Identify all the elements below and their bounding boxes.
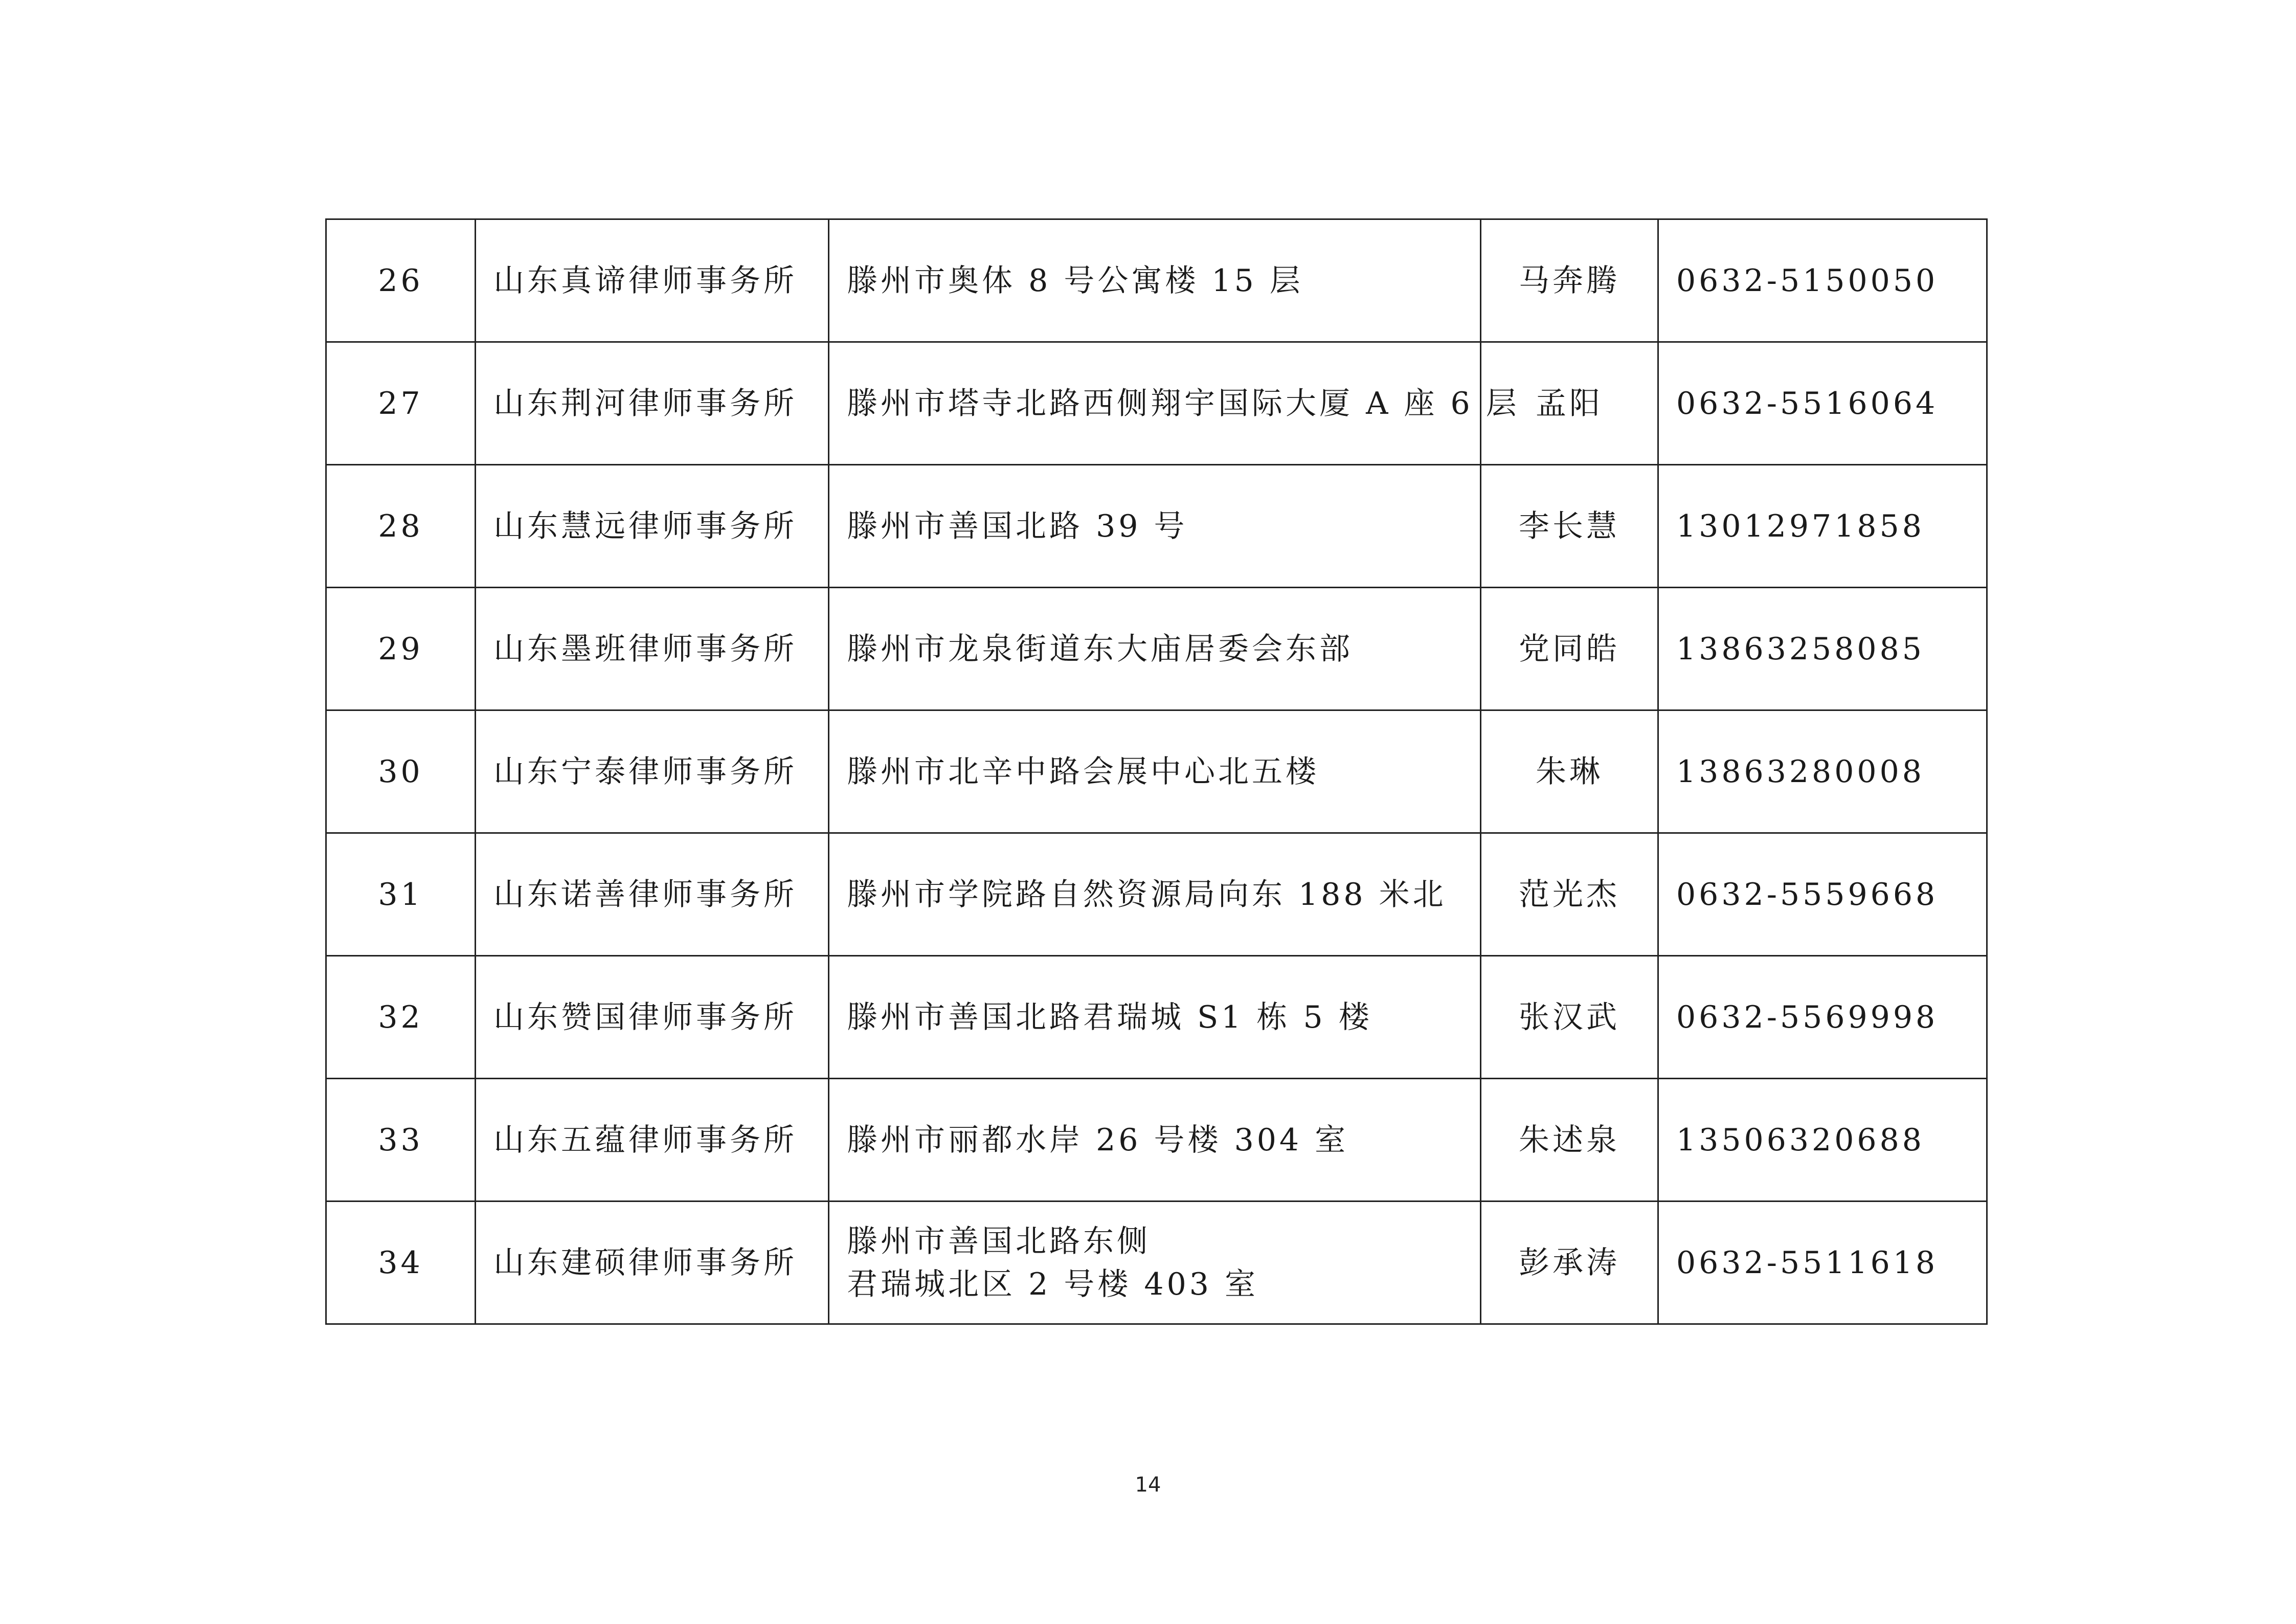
row-number-cell: 30	[326, 710, 476, 833]
address-cell	[829, 956, 1481, 1079]
phone-cell: 13863280008	[1658, 710, 1987, 833]
table-row	[326, 1202, 1987, 1324]
firm-name-cell: 山东建硕律师事务所	[476, 1202, 829, 1324]
firm-name-cell: 山东真谛律师事务所	[476, 219, 829, 342]
row-number-cell: 29	[326, 588, 476, 710]
table-row	[326, 219, 1987, 342]
table-row	[326, 1079, 1987, 1202]
address-line: 滕州市龙泉街道东大庙居委会东部	[847, 631, 1353, 667]
responsible-person-cell: 党同皓	[1481, 588, 1658, 710]
firm-name-cell: 山东墨班律师事务所	[476, 588, 829, 710]
table-row	[326, 833, 1987, 956]
address-cell	[829, 1202, 1481, 1324]
firm-name-cell: 山东宁泰律师事务所	[476, 710, 829, 833]
firm-name-cell: 山东赞国律师事务所	[476, 956, 829, 1079]
phone-cell: 0632-5559668	[1658, 833, 1987, 956]
table-row	[326, 710, 1987, 833]
row-number-cell: 31	[326, 833, 476, 956]
firm-name-cell: 山东慧远律师事务所	[476, 465, 829, 588]
responsible-person-cell: 朱述泉	[1481, 1079, 1658, 1202]
responsible-person-cell: 李长慧	[1481, 465, 1658, 588]
row-number-cell: 28	[326, 465, 476, 588]
responsible-person-cell: 朱琳	[1481, 710, 1658, 833]
row-number-cell: 34	[326, 1202, 476, 1324]
address-line: 滕州市善国北路君瑞城 S1 栋 5 楼	[847, 999, 1372, 1035]
table-body	[326, 219, 1987, 1324]
address-cell	[829, 710, 1481, 833]
row-number-cell: 26	[326, 219, 476, 342]
firm-name-cell: 山东五蕴律师事务所	[476, 1079, 829, 1202]
phone-cell: 13012971858	[1658, 465, 1987, 588]
table-row	[326, 465, 1987, 588]
law-firm-table	[325, 218, 1988, 1325]
address-line: 滕州市奥体 8 号公寓楼 15 层	[847, 262, 1303, 299]
address-line: 滕州市善国北路东侧	[847, 1223, 1151, 1259]
phone-cell: 13506320688	[1658, 1079, 1987, 1202]
responsible-person-cell: 彭承涛	[1481, 1202, 1658, 1324]
page-number: 14	[1135, 1473, 1161, 1497]
responsible-person-cell: 马奔腾	[1481, 219, 1658, 342]
address-cell	[829, 219, 1481, 342]
phone-cell: 13863258085	[1658, 588, 1987, 710]
row-number-cell: 32	[326, 956, 476, 1079]
address-cell	[829, 833, 1481, 956]
phone-cell: 0632-5511618	[1658, 1202, 1987, 1324]
phone-cell: 0632-5516064	[1658, 342, 1987, 465]
responsible-person-cell: 张汉武	[1481, 956, 1658, 1079]
address-line: 滕州市塔寺北路西侧翔宇国际大厦 A 座 6 层	[847, 385, 1520, 421]
responsible-person-cell: 范光杰	[1481, 833, 1658, 956]
address-cell	[829, 1079, 1481, 1202]
firm-name-cell: 山东荆河律师事务所	[476, 342, 829, 465]
row-number-cell: 33	[326, 1079, 476, 1202]
phone-cell: 0632-5569998	[1658, 956, 1987, 1079]
phone-cell: 0632-5150050	[1658, 219, 1987, 342]
address-line: 滕州市北辛中路会展中心北五楼	[847, 753, 1319, 790]
row-number-cell: 27	[326, 342, 476, 465]
address-cell	[829, 588, 1481, 710]
address-line: 滕州市丽都水岸 26 号楼 304 室	[847, 1122, 1349, 1158]
address-line: 滕州市学院路自然资源局向东 188 米北	[847, 876, 1447, 913]
table-row	[326, 956, 1987, 1079]
responsible-person-cell: 孟阳	[1481, 342, 1658, 465]
address-line: 君瑞城北区 2 号楼 403 室	[847, 1266, 1258, 1302]
firm-name-cell: 山东诺善律师事务所	[476, 833, 829, 956]
table-row	[326, 588, 1987, 710]
address-line: 滕州市善国北路 39 号	[847, 508, 1188, 544]
address-cell	[829, 465, 1481, 588]
table-row	[326, 342, 1987, 465]
address-cell	[829, 342, 1520, 465]
